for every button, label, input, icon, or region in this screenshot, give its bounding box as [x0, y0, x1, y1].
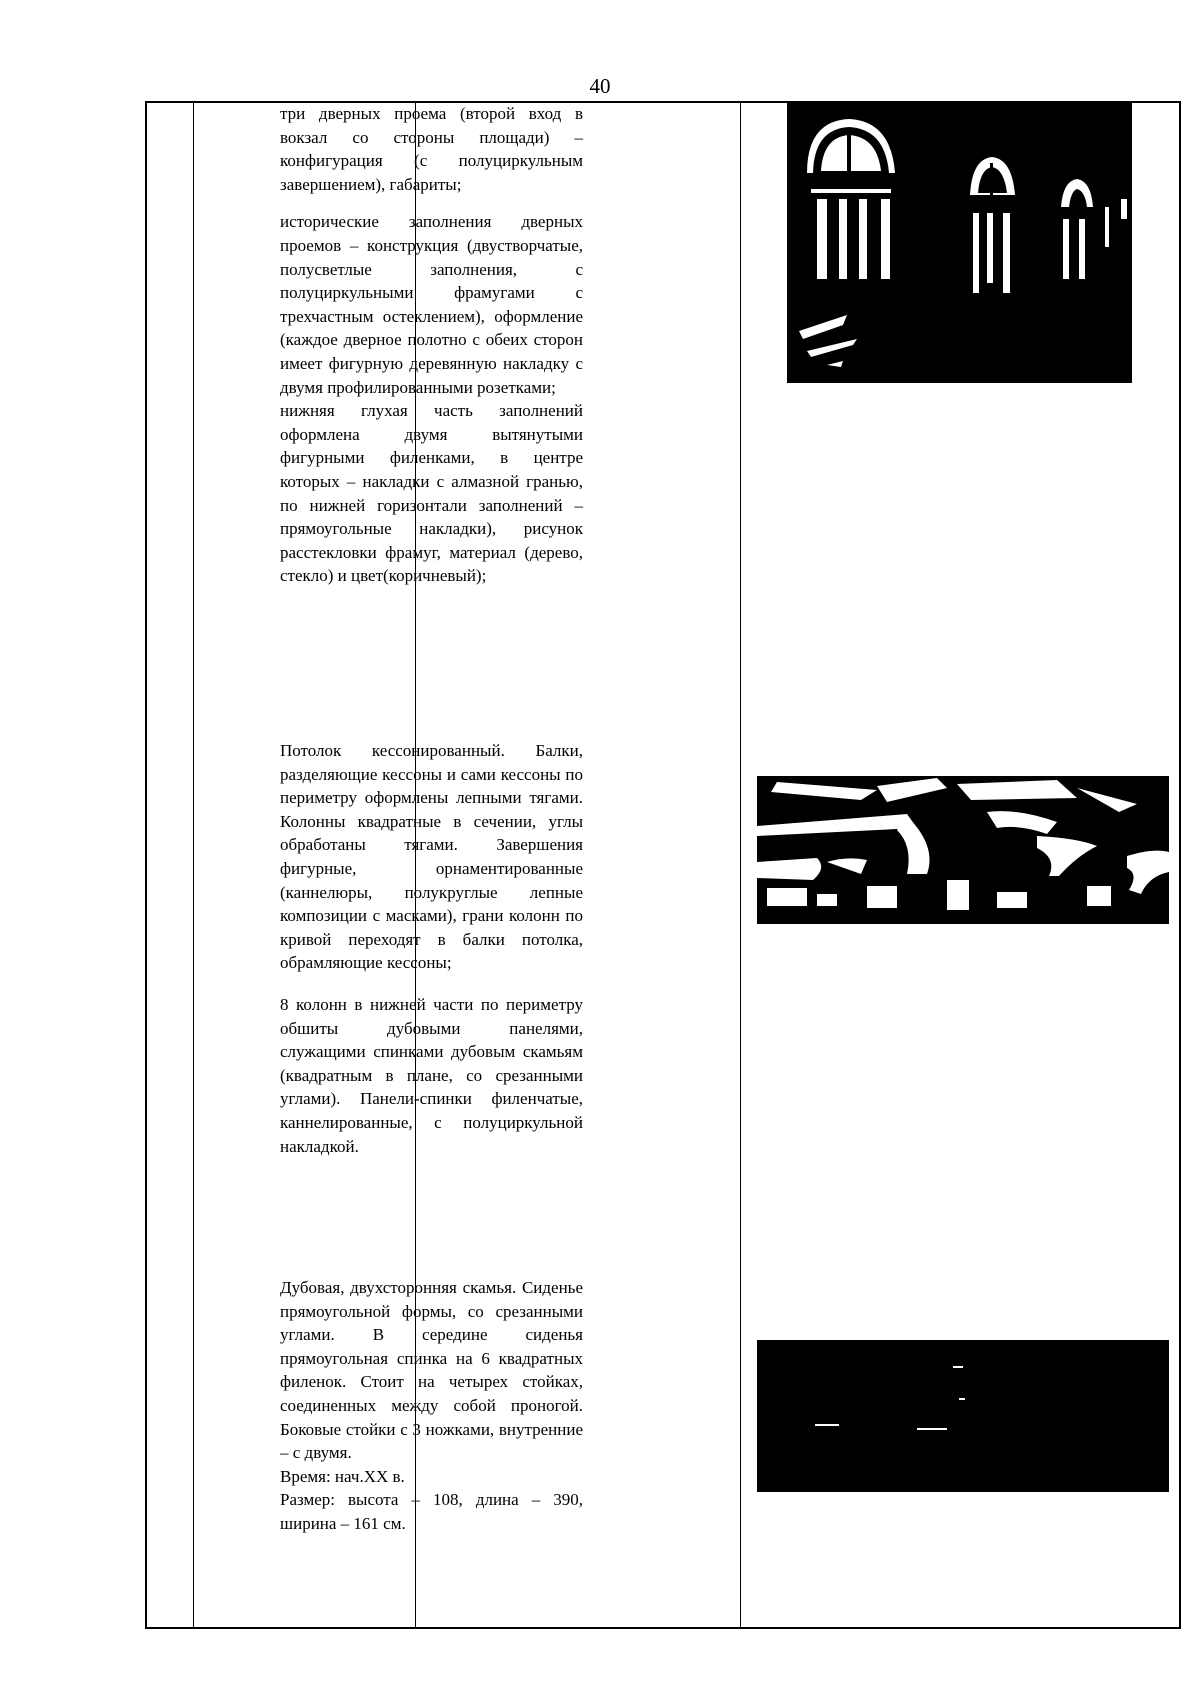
doors-lower-part-text: нижняя глухая часть заполнений оформлена двумя вытянутыми фигурными филенками, в центре которых – накладки с алмазной гранью, по нижней горизонтали заполнений – прямоугольные накладки), рисунок расстекловки фрамуг, материал (дерево, стекло) и цвет(коричневый); — [280, 401, 583, 586]
doorway-photo-image — [787, 103, 1132, 383]
doorway-photo — [787, 103, 1132, 383]
ceiling-description-cell — [280, 739, 583, 1158]
column-divider-1 — [193, 103, 194, 1627]
bench-time-text: Время: нач.XX в. — [280, 1466, 405, 1486]
doors-historic-fillings-text: исторические заполнения дверных проемов – конструкция (двустворчатые, полусветлые заполнения, с полуциркульными фрамугами с трехчастным остеклением), оформление (каждое дверное полотно с обеих сторон имеет фигурную деревянную накладку с двумя профилированными розетками; — [280, 212, 583, 397]
ceiling-photo — [757, 776, 1169, 924]
column-divider-3 — [740, 103, 741, 1627]
doors-openings-text: три дверных проема (второй вход в вокзал со стороны площади) – конфигурация (с полуциркульным завершением), габариты; — [280, 104, 583, 194]
bench-text: Дубовая, двухсторонняя скамья. Сиденье прямоугольной формы, со срезанными углами. В середине сиденья прямоугольная спинка на 6 квадратных филенок. Стоит на четырех стойках, соединенных между собой проногой. Боковые стойки с 3 ножками, внутренние – с двумя. — [280, 1278, 583, 1463]
bench-description-cell — [280, 1276, 583, 1536]
bench-size-text: Размер: высота – 108, длина – 390, ширина – 161 см. — [280, 1490, 583, 1533]
columns-text: 8 колонн в нижней части по периметру обшиты дубовыми панелями, служащими спинками дубовым скамьям (квадратным в плане, со срезанными углами). Панели-спинки филенчатые, каннелированные, с полуциркульной накладкой. — [280, 994, 583, 1156]
doors-description-cell — [280, 102, 583, 588]
bench-photo-image — [757, 1340, 1169, 1492]
ceiling-text: Потолок кессонированный. Балки, разделяющие кессоны и сами кессоны по периметру оформлены лепными тягами. Колонны квадратные в сечении, углы обработаны тягами. Завершения фигурные, орнаментированные (каннелюры, полукруглые лепные композиции с масками), грани колонн по кривой переходят в балки потолка, обрамляющие кессоны; — [280, 741, 583, 973]
page-number: 40 — [589, 74, 611, 98]
ceiling-photo-image — [757, 776, 1169, 924]
bench-photo — [757, 1340, 1169, 1492]
